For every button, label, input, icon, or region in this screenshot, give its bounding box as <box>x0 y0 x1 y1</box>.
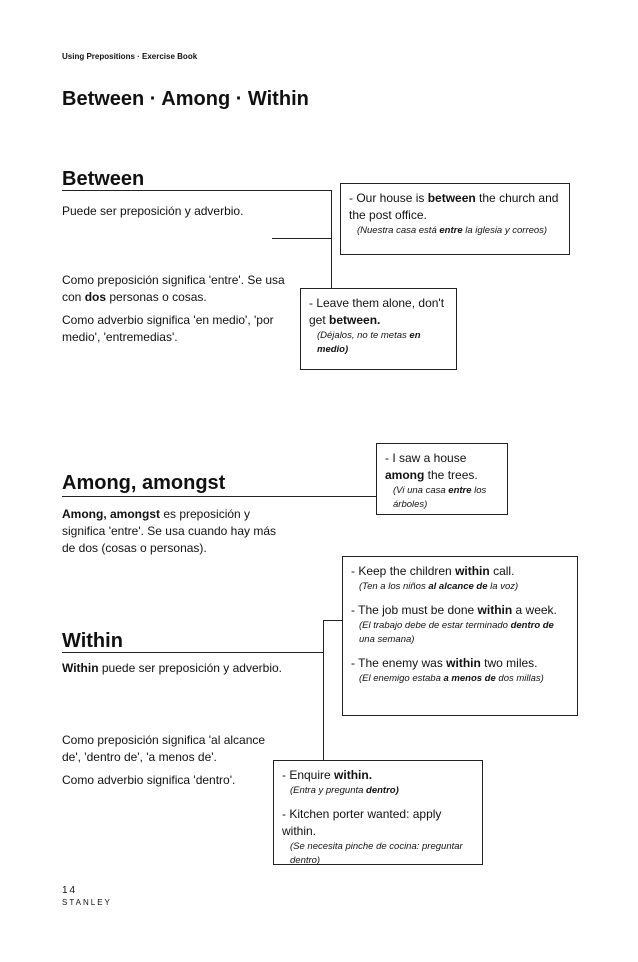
connector-line <box>323 620 343 621</box>
between-paragraph <box>62 203 292 226</box>
example-box-among <box>376 443 508 515</box>
publisher-name: STANLEY <box>62 898 112 907</box>
between-text-3: Como adverbio significa 'en medio', 'por medio', 'entremedias'. <box>62 313 274 344</box>
connector-line <box>331 190 332 290</box>
within-paragraph-2 <box>62 732 277 795</box>
within-paragraph <box>62 660 312 683</box>
within-text-3: Como adverbio significa 'dentro'. <box>62 773 236 787</box>
among-paragraph <box>62 506 292 563</box>
example-box-within-1 <box>342 556 578 716</box>
section-rule <box>62 652 324 653</box>
example-item: - Kitchen porter wanted: apply within. (Se necesita pinche de cocina: preguntar dentro) <box>282 807 463 866</box>
between-text-1: Puede ser preposición y adverbio. <box>62 204 244 218</box>
example-item: - Keep the children within call. (Ten a los niños al alcance de la voz) <box>351 564 519 592</box>
section-title-between: Between <box>62 168 145 190</box>
page-footer <box>62 885 112 909</box>
page-title: Between · Among · Within <box>62 88 309 110</box>
within-text-1: Within puede ser preposición y adverbio. <box>62 661 282 675</box>
example-item: - Leave them alone, don't get between. (Déjalos, no te metas en medio) <box>309 296 445 355</box>
connector-line <box>272 238 332 239</box>
among-text-1: Among, amongst es preposición y significa 'entre'. Se usa cuando hay más de dos (cosas o personas). <box>62 507 277 555</box>
within-text-2: Como preposición significa 'al alcance de', 'dentro de', 'a menos de'. <box>62 733 266 764</box>
example-item: - The enemy was within two miles. (El enemigo estaba a menos de dos millas) <box>351 656 544 684</box>
section-title-within: Within <box>62 630 123 652</box>
example-item: - Our house is between the church and the post office. (Nuestra casa está entre la iglesia y correos) <box>349 191 559 236</box>
example-item: - I saw a house among the trees. (Vi una casa entre los árboles) <box>385 451 487 510</box>
section-title-among: Among, amongst <box>62 472 226 494</box>
between-text-2: Como preposición significa 'entre'. Se usa con dos personas o cosas. <box>62 273 285 304</box>
between-paragraph-2 <box>62 272 292 352</box>
example-box-between-1 <box>340 183 570 255</box>
example-item: - Enquire within. (Entra y pregunta dentro) <box>282 768 399 796</box>
page-number: 14 <box>62 885 78 896</box>
example-box-within-2 <box>273 760 483 865</box>
section-rule <box>62 496 376 497</box>
example-box-between-2 <box>300 288 457 370</box>
running-header: Using Prepositions · Exercise Book <box>62 52 198 61</box>
connector-line <box>323 620 324 762</box>
section-rule <box>62 190 332 191</box>
example-item: - The job must be done within a week. (El trabajo debe de estar terminado dentro de una semana) <box>351 603 557 645</box>
